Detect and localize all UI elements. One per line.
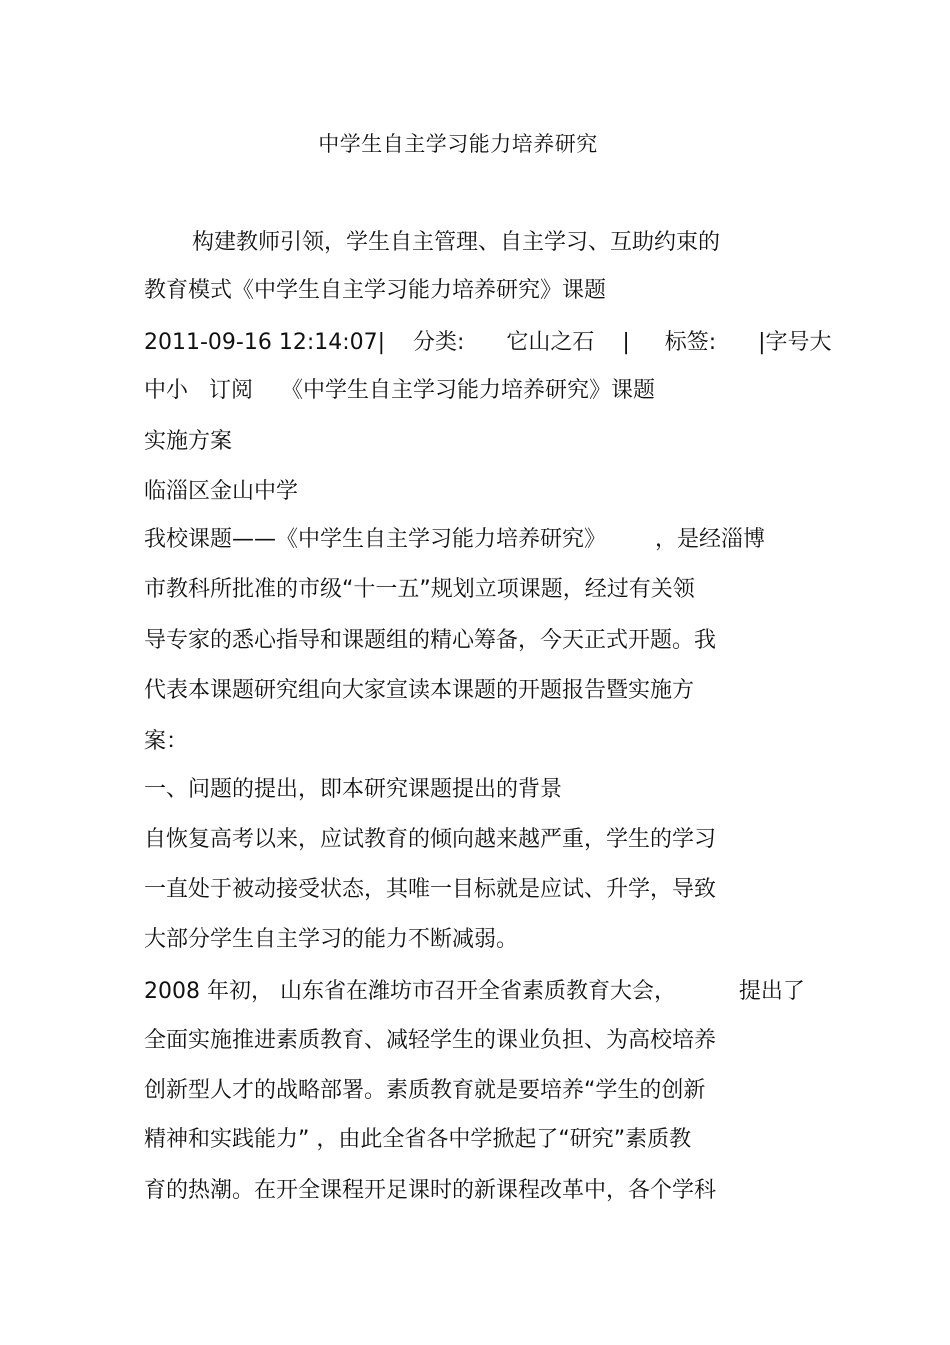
paragraph-line: 实施方案 [144,429,233,454]
paragraph-line: 大部分学生自主学习的能力不断减弱。 [144,927,519,952]
paragraph-line: 市教科所批准的市级“十一五”规划立项课题，经过有关领 [144,577,695,602]
paragraph-line: 案： [144,729,189,754]
paragraph-line: 自恢复高考以来，应试教育的倾向越来越严重，学生的学习 [144,827,717,852]
document-title: 中学生自主学习能力培养研究 [318,132,598,156]
paragraph-line: 精神和实践能力” ，由此全省各中学掀起了“研究”素质教 [144,1127,692,1152]
paragraph-line: 一直处于被动接受状态，其唯一目标就是应试、升学，导致 [144,877,717,902]
paragraph-line: 我校课题——《中学生自主学习能力培养研究》 ，是经淄博 [144,527,765,552]
section-heading: 一、问题的提出，即本研究课题提出的背景 [144,777,563,802]
meta-line: 中小 订阅 《中学生自主学习能力培养研究》课题 [144,378,655,403]
meta-line: 2011-09-16 12:14:07| 分类: 它山之石 | 标签: |字号大 [144,330,832,355]
paragraph-line: 教育模式《中学生自主学习能力培养研究》课题 [144,278,607,303]
paragraph-line: 构建教师引领，学生自主管理、自主学习、互助约束的 [192,230,721,255]
paragraph-line: 创新型人才的战略部署。素质教育就是要培养“学生的创新 [144,1078,706,1103]
paragraph-line: 育的热潮。在开全课程开足课时的新课程改革中，各个学科 [144,1178,717,1203]
paragraph-line: 2008 年初， 山东省在潍坊市召开全省素质教育大会， 提出了 [144,979,805,1004]
paragraph-line: 全面实施推进素质教育、减轻学生的课业负担、为高校培养 [144,1028,717,1053]
paragraph-line: 导专家的悉心指导和课题组的精心筹备，今天正式开题。我 [144,628,717,653]
paragraph-line: 临淄区金山中学 [144,479,299,504]
paragraph-line: 代表本课题研究组向大家宣读本课题的开题报告暨实施方 [144,678,695,703]
